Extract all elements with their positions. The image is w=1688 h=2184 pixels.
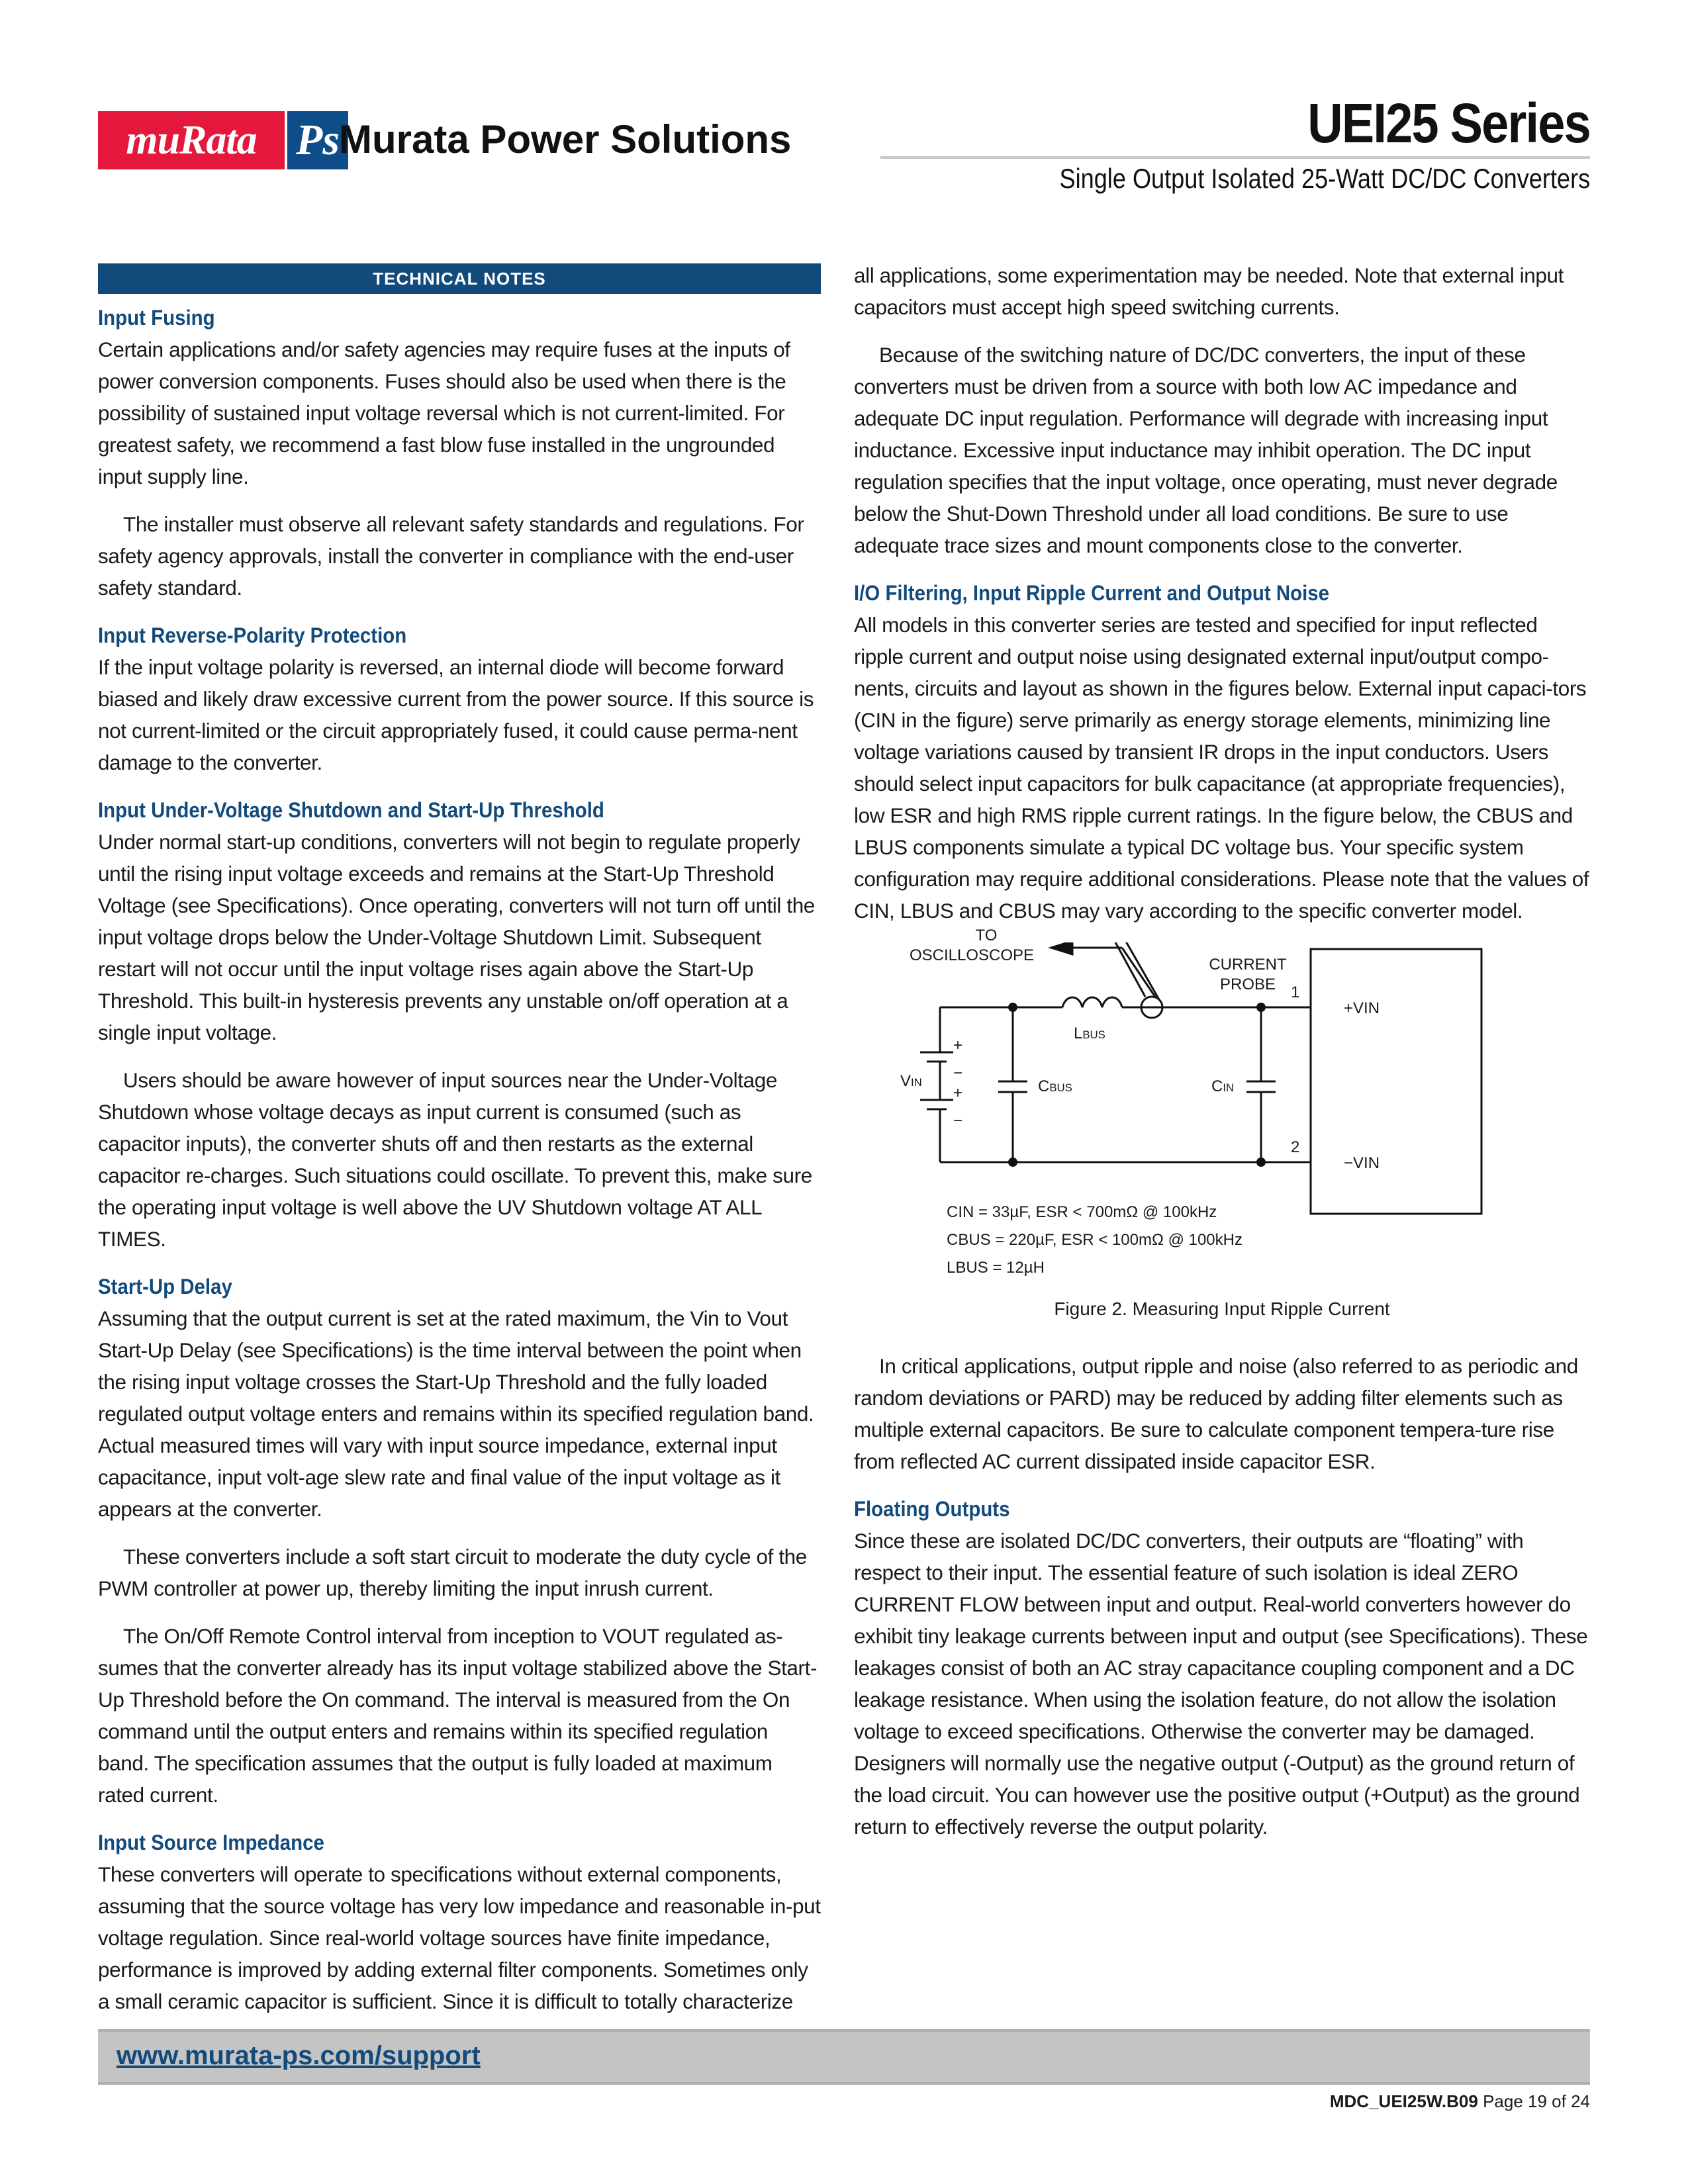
battery-plus-label: + [953,1036,963,1054]
document-id: MDC_UEI25W.B09 [1329,2091,1478,2111]
spec-cbus: CBUS = 220µF, ESR < 100mΩ @ 100kHz [947,1231,1243,1249]
heading-floating-outputs: Floating Outputs [854,1497,1010,1521]
heading-io-filtering: I/O Filtering, Input Ripple Current and Output Noise [854,581,1329,605]
paragraph: All models in this converter series are tested and specified for input reflected ripple current and output noise using designated external input/output compo-nents, circuits and layout as shown in the figures below. External input capaci-tors (CIN in the figure) serve primarily as energy storage elements, minimizing line voltage variations caused by transient IR drops in the input conductors. Users should select input capacitors for bulk capacitance (at appropriate frequencies), low ESR and high RMS ripple current ratings. In the figure below, the CBUS and LBUS components simulate a typical DC voltage bus. Your specific system configuration may require additional considerations. Please note that the values of CIN, LBUS and CBUS may vary according to the specific converter model. [854,613,1589,923]
junction-dot [1256,1158,1266,1167]
label-probe: PROBE [1219,976,1276,993]
junction-dot [1256,1003,1266,1012]
paragraph: In critical applications, output ripple and noise (also referred to as periodic and random deviations or PARD) may be reduced by adding filter elements such as multiple external capacitors. Be sure to calculate component tempera-ture rise from reflected AC current dissipated inside capacitor ESR. [854,1354,1578,1473]
left-column [98,263,821,2033]
series-title: UEI25 Series [1307,92,1590,154]
probe-lead [1107,942,1145,997]
label-to: TO [975,927,998,944]
page-footer [1330,2091,1590,2112]
inductor-lbus [1062,997,1122,1007]
paragraph: The On/Off Remote Control interval from inception to VOUT regulated as-sumes that the converter already has its input voltage stabilized above the Start-Up Threshold before the On command. The interval is measured from the On command until the output enters and remains within its specified regulation band. The specification assumes that the output is fully loaded at maximum rated current. [98,1624,818,1807]
label-cbus: CBUS [1038,1077,1072,1095]
battery-minus-label: − [953,1064,963,1082]
oscilloscope-arrow [1051,942,1155,997]
junction-dot [1008,1003,1017,1012]
support-link[interactable]: www.murata-ps.com/support [117,2041,481,2070]
murata-logo-wordmark: muRata [98,111,285,169]
heading-reverse-polarity: Input Reverse-Polarity Protection [98,623,407,647]
label-lbus: LBUS [1074,1024,1105,1042]
paragraph: Under normal start-up conditions, converters will not begin to regulate properly until the rising input voltage exceeds and remains at the Start-Up Threshold Voltage (see Specifications). Once operating, converters will not turn off until the input voltage drops below the Under-Voltage Shutdown Limit. Subsequent restart will not occur until the input voltage rises again above the Start-Up Threshold. This built-in hysteresis prevents any unstable on/off operation at a single input voltage. [98,830,815,1044]
paragraph: If the input voltage polarity is reversed, an internal diode will become forward biased and likely draw excessive current from the power source. If this source is not current-limited or the circuit appropriately fused, it could cause perma-nent damage to the converter. [98,655,814,774]
heading-input-fusing: Input Fusing [98,306,215,330]
paragraph: Certain applications and/or safety agencies may require fuses at the inputs of power conversion components. Fuses should also be used when there is the possibility of sustained input voltage reversal which is not current-limited. For greatest safety, we recommend a fast blow fuse installed in the ungrounded input supply line. [98,338,790,488]
label-positive-vin: +VIN [1344,999,1380,1017]
right-column [854,259,1590,1858]
paragraph: Because of the switching nature of DC/DC converters, the input of these converters must be driven from a source with both low AC impedance and adequate DC input regulation. Performance will degrade with increasing input inductance. Excessive input inductance may inhibit operation. The DC input regulation specifies that the input voltage, once operating, must never degrade below the Shut-Down Threshold under all load conditions. Be sure to use adequate trace sizes and mount components close to the converter. [854,343,1558,557]
label-vin: VIN [900,1072,922,1090]
spec-lbus: LBUS = 12µH [947,1259,1045,1277]
paragraph: These converters include a soft start circuit to moderate the duty cycle of the PWM controller at power up, thereby limiting the input inrush current. [98,1545,807,1600]
paragraph: Users should be aware however of input sources near the Under-Voltage Shutdown whose voltage decays as input current is consumed (such as capacitor inputs), the converter shuts off and then restarts as the external capacitor re-charges. Such situations could oscillate. To prevent this, make sure the operating input voltage is well above the UV Shutdown voltage AT ALL TIMES. [98,1068,812,1251]
label-cin: CIN [1211,1077,1235,1095]
header-divider [880,156,1590,159]
figure-input-ripple-circuit [854,927,1590,1366]
label-current: CURRENT [1209,956,1287,974]
document-subtitle: Single Output Isolated 25-Watt DC/DC Converters [1059,163,1590,194]
battery-minus-label: − [953,1112,963,1130]
brand-name: Murata Power Solutions [339,117,792,161]
pin-1-label: 1 [1291,983,1300,1001]
heading-under-voltage: Input Under-Voltage Shutdown and Start-Up Threshold [98,798,604,822]
page-number: Page 19 of 24 [1483,2091,1590,2111]
heading-input-source-impedance: Input Source Impedance [98,1831,324,1854]
junction-dot [1008,1158,1017,1167]
label-negative-vin: −VIN [1344,1154,1380,1172]
battery-plus-label: + [953,1084,963,1102]
heading-start-up-delay: Start-Up Delay [98,1275,232,1298]
pin-2-label: 2 [1291,1138,1300,1156]
spec-cin: CIN = 33µF, ESR < 700mΩ @ 100kHz [947,1203,1217,1221]
paragraph: Since these are isolated DC/DC converters, their outputs are “floating” with respect to their input. The essential feature of such isolation is ideal ZERO CURRENT FLOW between input and output. Real-world converters however do exhibit tiny leakage currents between input and output (see Specifications). These leakages consist of both an AC stray capacitance coupling component and a DC leakage resistance. When using the isolation feature, do not allow the isolation voltage to exceed specifications. Otherwise the converter may be damaged. Designers will normally use the negative output (-Output) as the ground return of the load circuit. You can however use the positive output (+Output) as the ground return to effectively reverse the output polarity. [854,1529,1588,1839]
power-solutions-logo-mark: Ps [287,111,348,169]
paragraph: all applications, some experimentation may be needed. Note that external input capacitors must accept high speed switching currents. [854,263,1564,319]
paragraph: These converters will operate to specifications without external components, assuming that the source voltage has very low impedance and reasonable in-put voltage regulation. Since real-world voltage sources have finite impedance, performance is improved by adding external filter components. Sometimes only a small ceramic capacitor is sufficient. Since it is difficult to totally characterize [98,1862,821,2013]
converter-block [1311,949,1481,1214]
paragraph: The installer must observe all relevant safety standards and regulations. For safety agency approvals, install the converter in compliance with the end-user safety standard. [98,512,804,600]
technical-notes-banner: TECHNICAL NOTES [98,263,821,294]
label-oscilloscope: OSCILLOSCOPE [910,946,1035,964]
murata-logo [98,111,348,169]
paragraph: Assuming that the output current is set at the rated maximum, the Vin to Vout Start-Up Delay (see Specifications) is the time interval between the point when the rising input voltage crosses the Start-Up Threshold and the fully loaded regulated output voltage enters and remains within its specified regulation band. Actual measured times will vary with input source impedance, external input capacitance, input volt-age slew rate and final value of the input voltage as it appears at the converter. [98,1306,814,1521]
footer-bar [98,2029,1590,2085]
figure-caption: Figure 2. Measuring Input Ripple Current [1054,1298,1390,1319]
